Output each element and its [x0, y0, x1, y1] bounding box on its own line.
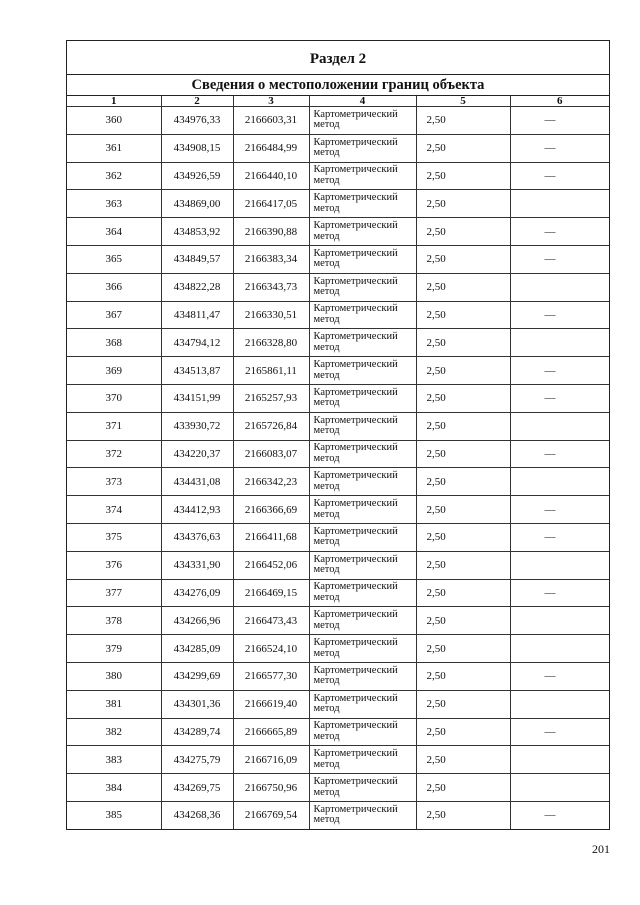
table-row — [67, 440, 609, 468]
note-cell: — — [510, 440, 609, 468]
note-cell: — — [510, 496, 609, 524]
coordinate-y: 2166330,51 — [233, 301, 309, 329]
point-number: 371 — [67, 412, 161, 440]
coordinate-x: 434268,36 — [161, 801, 233, 828]
note-cell — [510, 329, 609, 357]
table-row — [67, 523, 609, 551]
point-number: 382 — [67, 718, 161, 746]
page-number: 201 — [592, 842, 610, 856]
coordinate-x: 434299,69 — [161, 662, 233, 690]
coordinate-y: 2166342,23 — [233, 468, 309, 496]
determination-method: Картометрический метод — [309, 774, 416, 802]
table-row — [67, 496, 609, 524]
table-row — [67, 218, 609, 246]
accuracy-value: 2,50 — [416, 551, 510, 579]
note-cell: — — [510, 357, 609, 385]
table-row — [67, 412, 609, 440]
coordinate-x: 434794,12 — [161, 329, 233, 357]
coordinate-x: 434869,00 — [161, 190, 233, 218]
note-cell: — — [510, 301, 609, 329]
accuracy-value: 2,50 — [416, 162, 510, 190]
point-number: 360 — [67, 107, 161, 135]
coordinate-y: 2166769,54 — [233, 801, 309, 828]
point-number: 381 — [67, 690, 161, 718]
header-row — [67, 96, 609, 107]
coordinate-x: 434926,59 — [161, 162, 233, 190]
accuracy-value: 2,50 — [416, 662, 510, 690]
table-row — [67, 718, 609, 746]
note-cell: — — [510, 245, 609, 273]
table-row — [67, 162, 609, 190]
note-cell: — — [510, 384, 609, 412]
determination-method: Картометрический метод — [309, 746, 416, 774]
determination-method: Картометрический метод — [309, 607, 416, 635]
determination-method: Картометрический метод — [309, 551, 416, 579]
coordinate-y: 2166484,99 — [233, 134, 309, 162]
coordinate-x: 434276,09 — [161, 579, 233, 607]
header-col-6: 6 — [510, 96, 609, 107]
note-cell: — — [510, 579, 609, 607]
coordinate-y: 2165861,11 — [233, 357, 309, 385]
note-cell — [510, 551, 609, 579]
coordinate-y: 2166603,31 — [233, 107, 309, 135]
table-row — [67, 384, 609, 412]
coordinate-x: 434976,33 — [161, 107, 233, 135]
accuracy-value: 2,50 — [416, 607, 510, 635]
header-col-4: 4 — [309, 96, 416, 107]
determination-method: Картометрический метод — [309, 329, 416, 357]
note-cell: — — [510, 523, 609, 551]
coordinate-x: 434431,08 — [161, 468, 233, 496]
determination-method: Картометрический метод — [309, 690, 416, 718]
note-cell: — — [510, 718, 609, 746]
coordinate-y: 2166383,34 — [233, 245, 309, 273]
coordinate-y: 2166473,43 — [233, 607, 309, 635]
determination-method: Картометрический метод — [309, 218, 416, 246]
point-number: 380 — [67, 662, 161, 690]
point-number: 361 — [67, 134, 161, 162]
accuracy-value: 2,50 — [416, 384, 510, 412]
header-col-3: 3 — [233, 96, 309, 107]
determination-method: Картометрический метод — [309, 384, 416, 412]
table-row — [67, 134, 609, 162]
table-row — [67, 662, 609, 690]
note-cell: — — [510, 134, 609, 162]
determination-method: Картометрический метод — [309, 134, 416, 162]
accuracy-value: 2,50 — [416, 774, 510, 802]
coordinate-x: 434269,75 — [161, 774, 233, 802]
point-number: 362 — [67, 162, 161, 190]
coordinate-x: 434376,63 — [161, 523, 233, 551]
determination-method: Картометрический метод — [309, 245, 416, 273]
determination-method: Картометрический метод — [309, 496, 416, 524]
note-cell — [510, 690, 609, 718]
coordinate-y: 2166665,89 — [233, 718, 309, 746]
coordinate-y: 2166469,15 — [233, 579, 309, 607]
note-cell — [510, 774, 609, 802]
coordinate-x: 434289,74 — [161, 718, 233, 746]
table-row — [67, 107, 609, 135]
determination-method: Картометрический метод — [309, 801, 416, 828]
coordinate-y: 2166411,68 — [233, 523, 309, 551]
table-row — [67, 190, 609, 218]
point-number: 365 — [67, 245, 161, 273]
table-row — [67, 579, 609, 607]
point-number: 363 — [67, 190, 161, 218]
accuracy-value: 2,50 — [416, 468, 510, 496]
table-row — [67, 329, 609, 357]
coordinate-x: 434412,93 — [161, 496, 233, 524]
coordinate-y: 2165257,93 — [233, 384, 309, 412]
section-subtitle: Сведения о местоположении границ объекта — [67, 75, 609, 96]
coordinate-y: 2166440,10 — [233, 162, 309, 190]
accuracy-value: 2,50 — [416, 245, 510, 273]
table-body — [67, 107, 609, 829]
point-number: 372 — [67, 440, 161, 468]
point-number: 383 — [67, 746, 161, 774]
point-number: 379 — [67, 635, 161, 663]
note-cell — [510, 468, 609, 496]
coordinate-x: 434301,36 — [161, 690, 233, 718]
accuracy-value: 2,50 — [416, 412, 510, 440]
coordinate-y: 2166083,07 — [233, 440, 309, 468]
table-row — [67, 801, 609, 828]
point-number: 385 — [67, 801, 161, 828]
coordinate-x: 434513,87 — [161, 357, 233, 385]
coordinate-y: 2166750,96 — [233, 774, 309, 802]
determination-method: Картометрический метод — [309, 718, 416, 746]
coordinates-table — [67, 96, 609, 829]
header-col-1: 1 — [67, 96, 161, 107]
accuracy-value: 2,50 — [416, 218, 510, 246]
determination-method: Картометрический метод — [309, 412, 416, 440]
coordinate-x: 434908,15 — [161, 134, 233, 162]
table-row — [67, 357, 609, 385]
table-row — [67, 746, 609, 774]
point-number: 373 — [67, 468, 161, 496]
accuracy-value: 2,50 — [416, 190, 510, 218]
coordinate-x: 434822,28 — [161, 273, 233, 301]
point-number: 375 — [67, 523, 161, 551]
accuracy-value: 2,50 — [416, 329, 510, 357]
header-col-5: 5 — [416, 96, 510, 107]
note-cell: — — [510, 801, 609, 828]
point-number: 367 — [67, 301, 161, 329]
boundary-table-sheet — [66, 40, 610, 830]
point-number: 378 — [67, 607, 161, 635]
coordinate-y: 2166452,06 — [233, 551, 309, 579]
table-row — [67, 551, 609, 579]
accuracy-value: 2,50 — [416, 690, 510, 718]
note-cell: — — [510, 218, 609, 246]
point-number: 369 — [67, 357, 161, 385]
coordinate-y: 2166619,40 — [233, 690, 309, 718]
accuracy-value: 2,50 — [416, 635, 510, 663]
table-row — [67, 273, 609, 301]
accuracy-value: 2,50 — [416, 746, 510, 774]
determination-method: Картометрический метод — [309, 107, 416, 135]
coordinate-y: 2166577,30 — [233, 662, 309, 690]
accuracy-value: 2,50 — [416, 107, 510, 135]
coordinate-y: 2166366,69 — [233, 496, 309, 524]
coordinate-x: 434849,57 — [161, 245, 233, 273]
accuracy-value: 2,50 — [416, 523, 510, 551]
table-row — [67, 774, 609, 802]
section-title: Раздел 2 — [67, 41, 609, 75]
accuracy-value: 2,50 — [416, 134, 510, 162]
determination-method: Картометрический метод — [309, 190, 416, 218]
determination-method: Картометрический метод — [309, 468, 416, 496]
point-number: 374 — [67, 496, 161, 524]
table-row — [67, 607, 609, 635]
coordinate-y: 2166328,80 — [233, 329, 309, 357]
note-cell — [510, 746, 609, 774]
note-cell — [510, 412, 609, 440]
coordinate-x: 434266,96 — [161, 607, 233, 635]
determination-method: Картометрический метод — [309, 579, 416, 607]
note-cell: — — [510, 162, 609, 190]
accuracy-value: 2,50 — [416, 301, 510, 329]
table-row — [67, 635, 609, 663]
note-cell — [510, 273, 609, 301]
table-row — [67, 245, 609, 273]
accuracy-value: 2,50 — [416, 440, 510, 468]
point-number: 366 — [67, 273, 161, 301]
table-row — [67, 690, 609, 718]
header-col-2: 2 — [161, 96, 233, 107]
coordinate-y: 2166417,05 — [233, 190, 309, 218]
note-cell: — — [510, 107, 609, 135]
accuracy-value: 2,50 — [416, 273, 510, 301]
determination-method: Картометрический метод — [309, 273, 416, 301]
accuracy-value: 2,50 — [416, 718, 510, 746]
coordinate-x: 433930,72 — [161, 412, 233, 440]
note-cell — [510, 635, 609, 663]
accuracy-value: 2,50 — [416, 357, 510, 385]
determination-method: Картометрический метод — [309, 162, 416, 190]
coordinate-x: 434853,92 — [161, 218, 233, 246]
note-cell — [510, 607, 609, 635]
coordinate-x: 434285,09 — [161, 635, 233, 663]
determination-method: Картометрический метод — [309, 301, 416, 329]
point-number: 370 — [67, 384, 161, 412]
coordinate-y: 2166524,10 — [233, 635, 309, 663]
point-number: 364 — [67, 218, 161, 246]
table-row — [67, 468, 609, 496]
determination-method: Картометрический метод — [309, 440, 416, 468]
note-cell — [510, 190, 609, 218]
coordinate-y: 2165726,84 — [233, 412, 309, 440]
point-number: 368 — [67, 329, 161, 357]
coordinate-x: 434811,47 — [161, 301, 233, 329]
point-number: 377 — [67, 579, 161, 607]
coordinate-x: 434151,99 — [161, 384, 233, 412]
coordinate-y: 2166343,73 — [233, 273, 309, 301]
accuracy-value: 2,50 — [416, 579, 510, 607]
determination-method: Картометрический метод — [309, 523, 416, 551]
determination-method: Картометрический метод — [309, 662, 416, 690]
coordinate-x: 434220,37 — [161, 440, 233, 468]
coordinate-x: 434331,90 — [161, 551, 233, 579]
accuracy-value: 2,50 — [416, 496, 510, 524]
table-row — [67, 301, 609, 329]
point-number: 376 — [67, 551, 161, 579]
point-number: 384 — [67, 774, 161, 802]
coordinate-x: 434275,79 — [161, 746, 233, 774]
coordinate-y: 2166716,09 — [233, 746, 309, 774]
accuracy-value: 2,50 — [416, 801, 510, 828]
determination-method: Картометрический метод — [309, 635, 416, 663]
determination-method: Картометрический метод — [309, 357, 416, 385]
note-cell: — — [510, 662, 609, 690]
coordinate-y: 2166390,88 — [233, 218, 309, 246]
